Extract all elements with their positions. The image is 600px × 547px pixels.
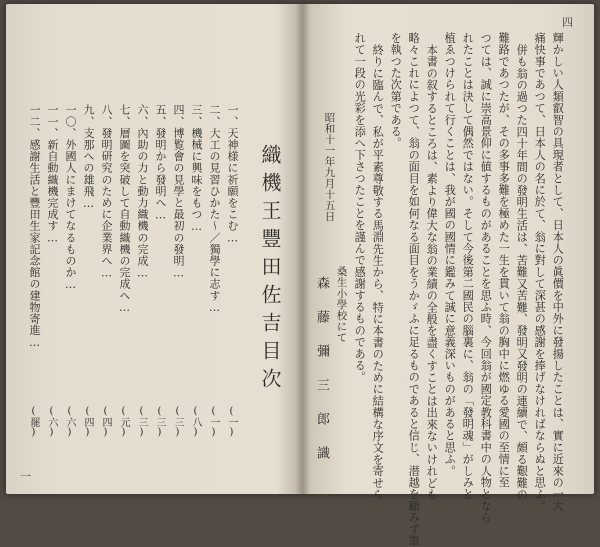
toc-item-page: (六) — [64, 406, 75, 438]
toc-item-page: (三) — [172, 406, 183, 438]
preface-line: 植ゑつけられて行くことは、我が國の國情に鑑みて誠に意義深いものがあると思ふ。 — [443, 32, 457, 477]
toc-item-page: (三) — [136, 406, 147, 438]
preface-line: つては、誠に崇高景仰に値するものがあることを思ふ時、今回翁が國定教科書中の人物となら — [479, 32, 493, 524]
toc-item-label: 九、支那への雄飛… — [82, 104, 95, 211]
preface-date: 昭和十一年九月十五日 — [323, 112, 336, 222]
toc-item-page: (罷) — [28, 406, 39, 438]
toc-item-label: 一二、感謝生活と豐田生家記念館の建物寄進… — [28, 104, 41, 350]
toc-item-label: 七、層圖を突破して自動織機の完成へ… — [118, 104, 131, 315]
preface-line: 輝かしい人類叡智の具現者として、日本人の眞價を中外に發揚したことは、實に近來の一大 — [551, 32, 565, 512]
toc-item-label: 一〇、外國人にまけてなるものか… — [64, 104, 77, 292]
toc-item-page: (四) — [100, 406, 111, 438]
toc-item-label: 四、博覧會の見學と最初の發明… — [172, 104, 185, 280]
preface-line: 本書の叙するところは、素より偉大な翁の業績の全般を盡くすことは出來ないけれども — [425, 44, 439, 501]
toc-item-label: 三、機械に興味をもつ… — [190, 104, 203, 234]
preface-line: 難路であつたが、その多事多難を極めた一生を貫いて翁の胸中に燃ゆる愛國の至情に至 — [497, 32, 511, 489]
preface-page-number: 四 — [562, 16, 573, 29]
toc-item-label: 二、大工の見習ひかた〜／獨學に志す… — [208, 104, 221, 315]
preface-line: を執つた次第である。 — [389, 32, 403, 149]
preface-line: れたことは決して偶然ではない。そして今後第二國民の腦裏に、翁の「發明魂」がしみと — [461, 32, 475, 500]
book-spread — [6, 4, 594, 547]
toc-item-page: (元) — [118, 406, 129, 438]
preface-place: 桑生小學校にて — [335, 266, 348, 343]
book-gutter — [296, 4, 310, 494]
toc-title: 織機王豐田佐吉目次 — [258, 144, 282, 396]
toc-item-label: 六、內助の力と動力織機の完成… — [136, 104, 149, 280]
preface-line: 痛快事であつて、日本人の名に於て、翁に對して深甚の感謝を捧げなければならぬと思ふ。 — [533, 32, 547, 512]
toc-item-page: (一) — [208, 406, 219, 438]
toc-item-page: (三) — [154, 406, 165, 438]
preface-line: 終りに臨んで、私が平素尊敬する馬淵先生から、特に本書のために結構な序文を寄せら — [371, 44, 385, 501]
toc-item-page: (一) — [226, 406, 237, 438]
preface-line: 併も翁の過つた四十年間の發明生活は、苦難又苦難、發明又發明の連續で、頗る艱難の — [515, 44, 529, 501]
preface-line: 略々これによつて、翁の面目を如何なる面目をうかゞふに足るものであると信じ、潜越を顧みず筆 — [407, 32, 421, 547]
toc-item-label: 八、發明研究のために企業界へ… — [100, 104, 113, 280]
toc-item-page: (八) — [190, 406, 201, 438]
preface-line: れて一段の光彩を添へ下さつたことを謹んで感謝するものである。 — [353, 32, 367, 383]
preface-author: 森 藤 彌 三 郎 識 — [314, 276, 329, 462]
toc-item-label: 五、發明から發明へ… — [154, 104, 167, 222]
toc-item-label: 一一、新自動織機完成す… — [46, 104, 59, 246]
toc-page-number: 一 — [20, 470, 31, 483]
toc-item-page: (六) — [46, 406, 57, 438]
toc-item-label: 一、天神様に祈願をこむ… — [226, 104, 239, 246]
toc-item-page: (四) — [82, 406, 93, 438]
